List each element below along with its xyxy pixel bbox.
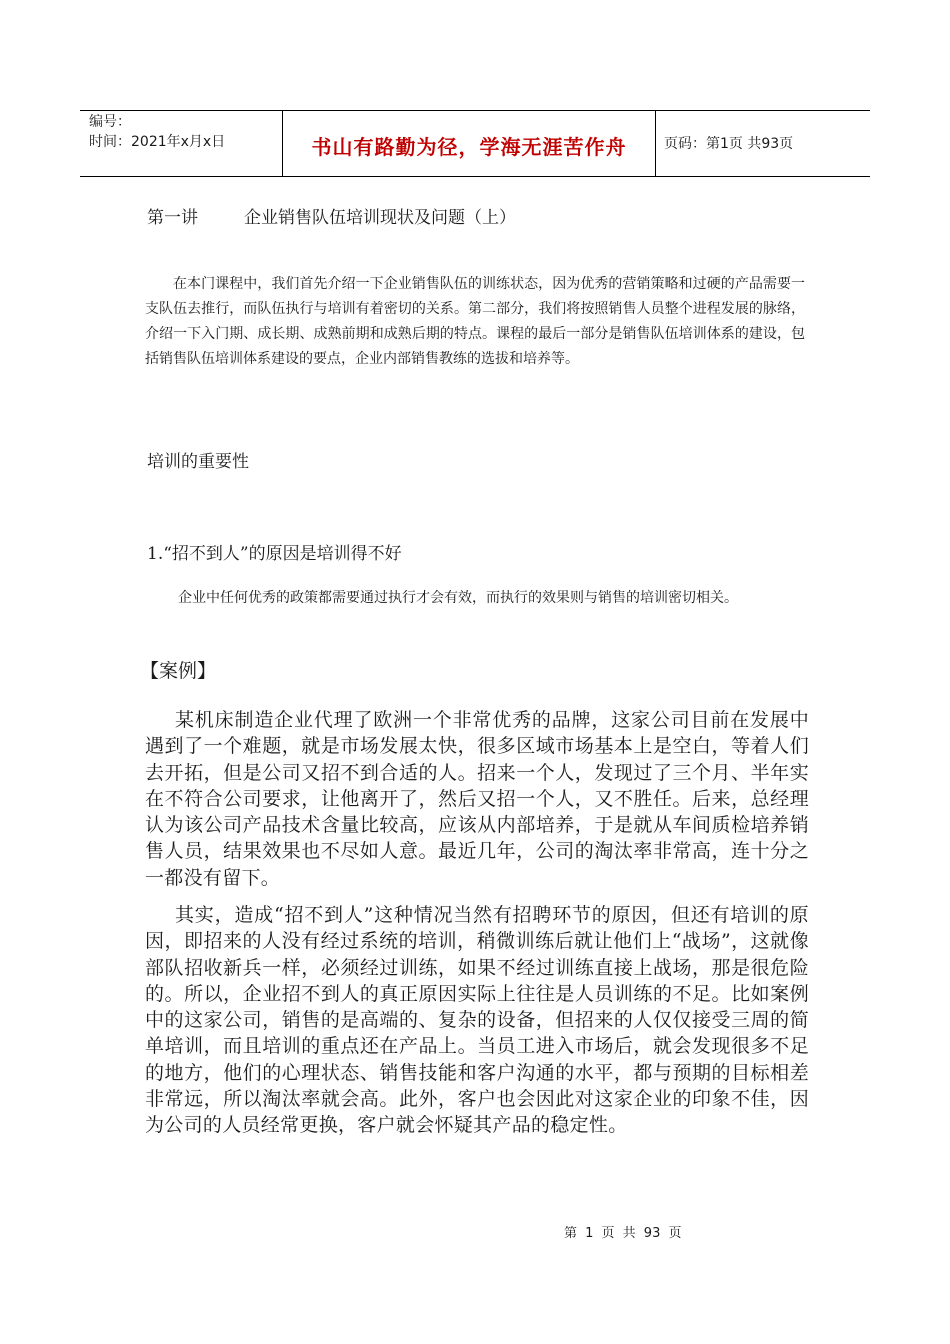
header-page-info: 页码：第1页 共93页: [664, 136, 794, 152]
subsection-heading: 1.“招不到人”的原因是培训得不好: [147, 544, 402, 564]
header-rule-bottom: [80, 176, 870, 177]
header-rule-top: [80, 110, 870, 111]
lecture-number: 第一讲: [147, 208, 198, 228]
date-label: 时间：2021年x月x日: [89, 134, 226, 150]
analysis-paragraph: 其实，造成“招不到人”这种情况当然有招聘环节的原因，但还有培训的原因，即招来的人没有经过系统的培训，稍微训练后就让他们上“战场”，这就像部队招收新兵一样，必须经过训练，如果不经过训练直接上战场，那是很危险的。所以，企业招不到人的真正原因实际上往往是人员训练的不足。比如案例中的这家公司，销售的是高端的、复杂的设备，但招来的人仅仅接受三周的简单培训，而且培训的重点还在产品上。当员工进入市场后，就会发现很多不足的地方，他们的心理状态、销售技能和客户沟通的水平，都与预期的目标相差非常远，所以淘汰率就会高。此外，客户也会因此对这家企业的印象不佳，因为公司的人员经常更换，客户就会怀疑其产品的稳定性。: [145, 904, 809, 1137]
page-footer: 第 1 页 共 93 页: [564, 1226, 682, 1241]
lecture-title: [147, 203, 516, 228]
case-paragraph: 某机床制造企业代理了欧洲一个非常优秀的品牌，这家公司目前在发展中遇到了一个难题，就是市场发展太快，很多区域市场基本上是空白，等着人们去开拓，但是公司又招不到合适的人。招来一个人，发现过了三个月、半年实在不符合公司要求，让他离开了，然后又招一个人，又不胜任。后来，总经理认为该公司产品技术含量比较高，应该从内部培养，于是就从车间质检培养销售人员，结果效果也不尽如人意。最近几年，公司的淘汰率非常高，连十分之一都没有留下。: [145, 709, 809, 889]
intro-paragraph: 在本门课程中，我们首先介绍一下企业销售队伍的训练状态，因为优秀的营销策略和过硬的产品需要一支队伍去推行，而队伍执行与培训有着密切的关系。第二部分，我们将按照销售人员整个进程发展的脉络，介绍一下入门期、成长期、成熟前期和成熟后期的特点。课程的最后一部分是销售队伍培训体系的建设，包括销售队伍培训体系建设的要点，企业内部销售教练的选拔和培养等。: [145, 276, 805, 367]
number-label: 编号：: [89, 114, 131, 130]
section-heading: 培训的重要性: [147, 452, 249, 472]
header-motto: 书山有路勤为径，学海无涯苦作舟: [311, 135, 627, 159]
lecture-name: 企业销售队伍培训现状及问题（上）: [244, 208, 516, 228]
case-label: 【案例】: [140, 660, 217, 682]
subsection-paragraph: 企业中任何优秀的政策都需要通过执行才会有效，而执行的效果则与销售的培训密切相关。: [178, 590, 738, 606]
header-separator-right: [655, 110, 656, 176]
header-meta: [89, 112, 225, 152]
